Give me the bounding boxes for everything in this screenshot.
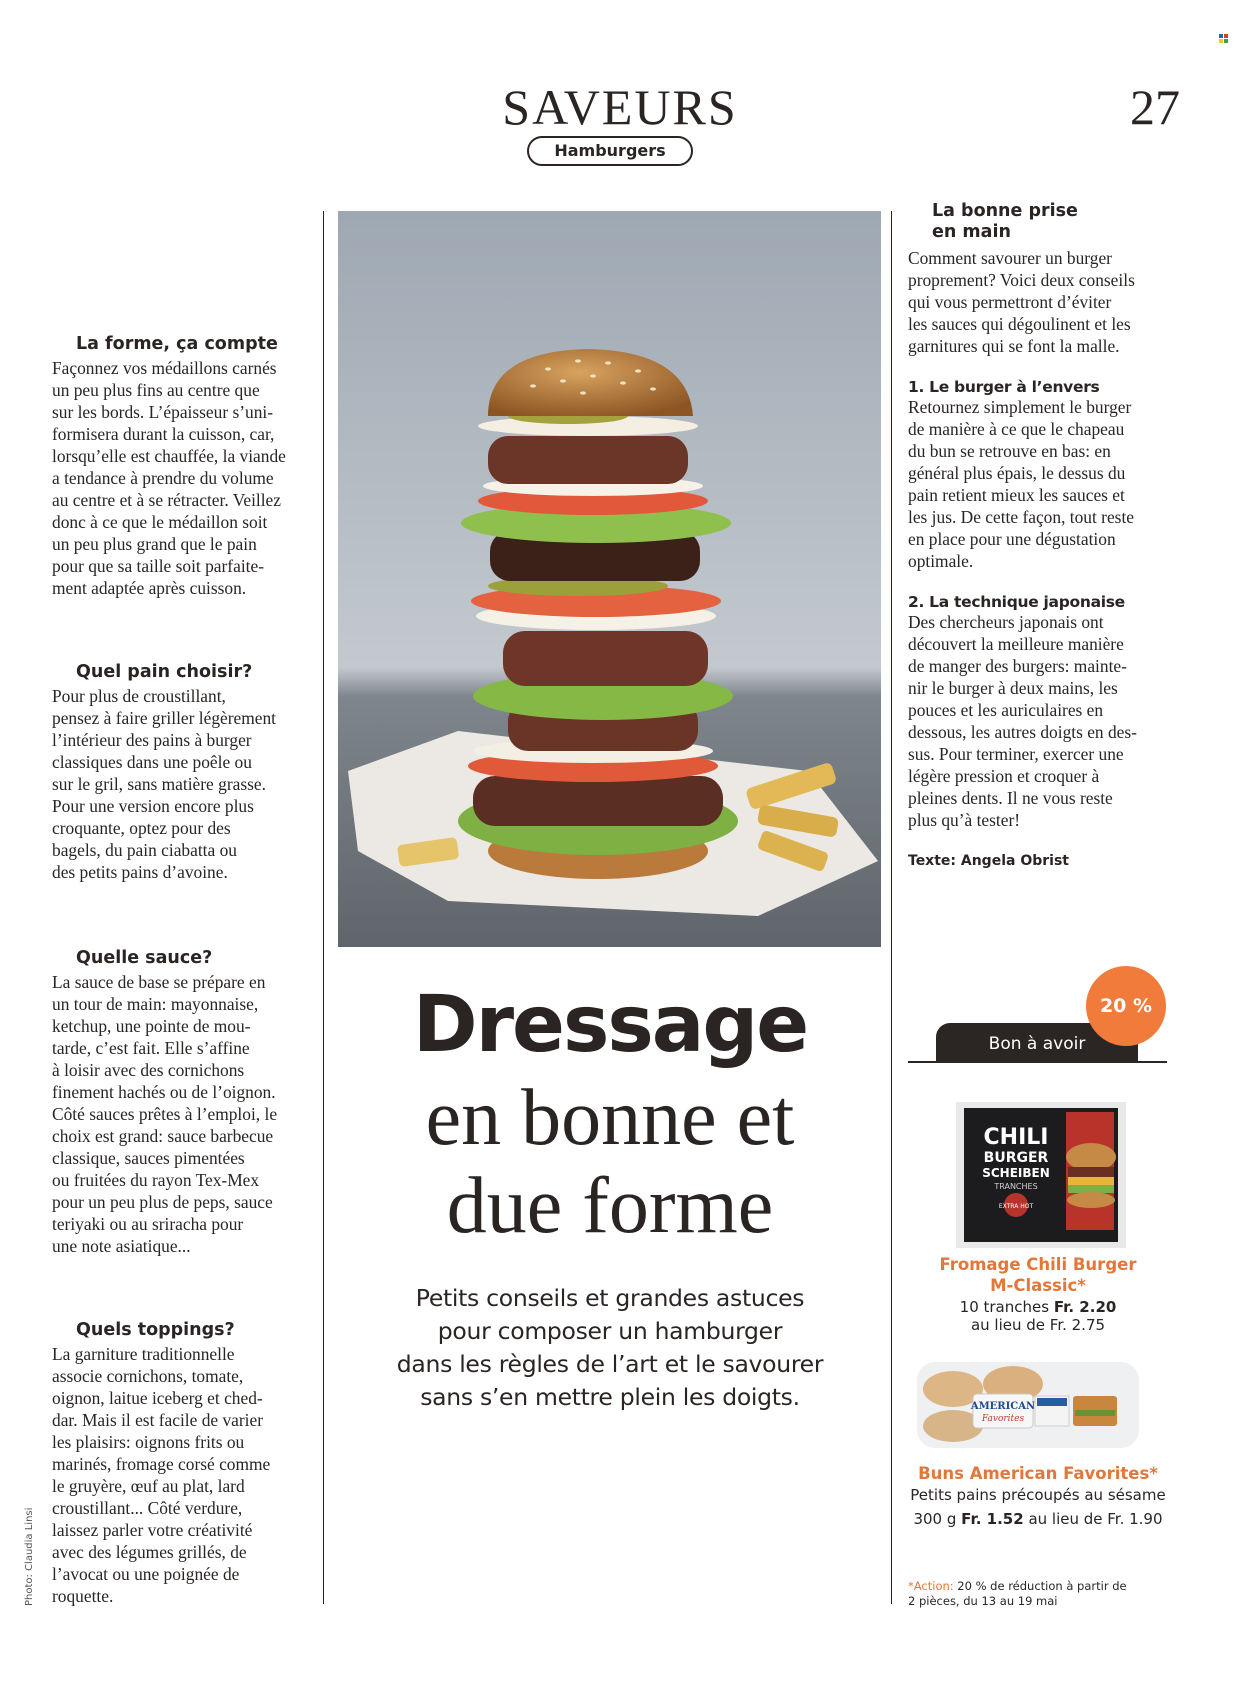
standfirst: Petits conseils et grandes astuces pour composer un hamburger dans les règles de l’art et le savourer sans s’en mettre plein les doigts. xyxy=(396,1284,824,1411)
pack-label-tranches: TRANCHES xyxy=(994,1182,1038,1191)
burger-photo xyxy=(338,211,881,947)
right-column-divider xyxy=(891,211,892,1604)
section-title: SAVEURS xyxy=(502,79,738,135)
tip-block-bread xyxy=(52,662,314,883)
tip-heading: Quel pain choisir? xyxy=(76,662,253,682)
tip-block-shape xyxy=(52,334,314,599)
grip-section xyxy=(908,201,1170,869)
chili-burger-pack-image xyxy=(956,1102,1126,1248)
product1-old-price: au lieu de Fr. 2.75 xyxy=(970,1316,1106,1334)
tip-heading: Quelle sauce? xyxy=(76,948,213,968)
pack-label-favorites: Favorites xyxy=(981,1414,1025,1424)
pack-label-extra-hot: EXTRA HOT xyxy=(998,1203,1034,1210)
page-number: 27 xyxy=(1130,79,1180,135)
promo-footnote: *Action: 20 % de réduction à partir de 2 pièces, du 13 au 19 mai xyxy=(908,1579,1127,1608)
tip1-body: Retournez simplement le burger de manière à ce que le chapeau du bun se retrouve en bas: en général plus épais, le dessus du pain retient mieux les sauces et les jus. De cette façon, tout reste en place pour une dégustation optimale. xyxy=(908,397,1134,571)
pack-label-scheiben: SCHEIBEN xyxy=(982,1166,1050,1180)
promo-divider xyxy=(908,1061,1167,1063)
tip-body: Façonnez vos médaillons carnés un peu plus fins au centre que sur les bords. L’épaisseur s’uni- formisera durant la cuisson, car, lorsqu’elle est chauffée, la viande a tendance à prendre du volume au centre et à se rétracter. Veillez donc à ce que le médaillon soit un peu plus grand que le pain pour que sa taille soit parfaite- ment adaptée après cuisson. xyxy=(52,358,286,598)
grip-heading: La bonne prise en main xyxy=(932,201,1078,242)
grip-intro: Comment savourer un burger proprement? Voici deux conseils qui vous permettront d’éviter les sauces qui dégoulinent et les garnitures qui se font la malle. xyxy=(908,248,1135,356)
pack-label-american: AMERICAN xyxy=(970,1401,1036,1412)
tip2-body: Des chercheurs japonais ont découvert la meilleure manière de manger des burgers: mainte- nir le burger à deux mains, les pouces et les auriculaires en dessous, les autres doigts en des- sus. Pour terminer, exercer une légère pression et croquer à pleines dents. Il ne vous reste plus qu’à tester! xyxy=(908,612,1137,830)
tip-block-toppings xyxy=(52,1320,314,1607)
tip-heading: Quels toppings? xyxy=(76,1320,235,1340)
tip-heading: La forme, ça compte xyxy=(76,334,278,354)
product2-price: 300 g Fr. 1.52 au lieu de Fr. 1.90 xyxy=(913,1510,1163,1528)
photo-credit: Photo: Claudia Linsi xyxy=(24,1507,35,1606)
tip-body: La garniture traditionnelle associe cornichons, tomate, oignon, laitue iceberg et ched- dar. Mais il est facile de varier les plaisirs: oignons frits ou marinés, fromage corsé comme le gruyère, œuf au plat, lard croustillant... Côté verdure, laissez parler votre créativité avec des légumes grillés, de l’avocat ou une poignée de roquette. xyxy=(52,1344,271,1606)
headline-line2: due forme xyxy=(446,1162,774,1250)
product2-name: Buns American Favorites* xyxy=(918,1464,1158,1483)
product1-name: Fromage Chili Burger M-Classic* xyxy=(939,1255,1137,1295)
tip2-heading: 2. La technique japonaise xyxy=(908,593,1125,611)
american-buns-pack-image xyxy=(913,1354,1143,1454)
discount-badge: 20 % xyxy=(1086,966,1166,1046)
author-credit: Texte: Angela Obrist xyxy=(908,853,1069,869)
pack-label-burger: BURGER xyxy=(983,1150,1049,1166)
color-registration-mark xyxy=(1219,34,1228,43)
headline-line1: en bonne et xyxy=(425,1074,795,1162)
promo-tab: Bon à avoir xyxy=(936,1023,1138,1063)
product1-price: 10 tranches Fr. 2.20 xyxy=(959,1298,1117,1316)
subsection-tag: Hamburgers xyxy=(527,136,693,166)
tip-block-sauce xyxy=(52,948,314,1257)
product2-description: Petits pains précoupés au sésame xyxy=(910,1486,1166,1504)
headline-title: Dressage xyxy=(412,980,808,1070)
tip-body: Pour plus de croustillant, pensez à faire griller légèrement l’intérieur des pains à burger classiques dans une poêle ou sur le gril, sans matière grasse. Pour une version encore plus croquante, optez pour des bagels, du pain ciabatta ou des petits pains d’avoine. xyxy=(52,686,277,882)
tip-body: La sauce de base se prépare en un tour de main: mayonnaise, ketchup, une pointe de mou- tarde, c’est fait. Elle s’affine à loisir avec des cornichons finement hachés ou de l’oignon. Côté sauces prêtes à l’emploi, le choix est grand: sauce barbecue classique, sauces pimentées ou fruitées du rayon Tex-Mex pour un peu plus de peps, sauce teriyaki ou au sriracha pour une note asiatique... xyxy=(52,972,278,1256)
tip1-heading: 1. Le burger à l’envers xyxy=(908,378,1100,396)
pack-label-chili: CHILI xyxy=(983,1125,1049,1150)
left-column-divider xyxy=(323,211,324,1604)
